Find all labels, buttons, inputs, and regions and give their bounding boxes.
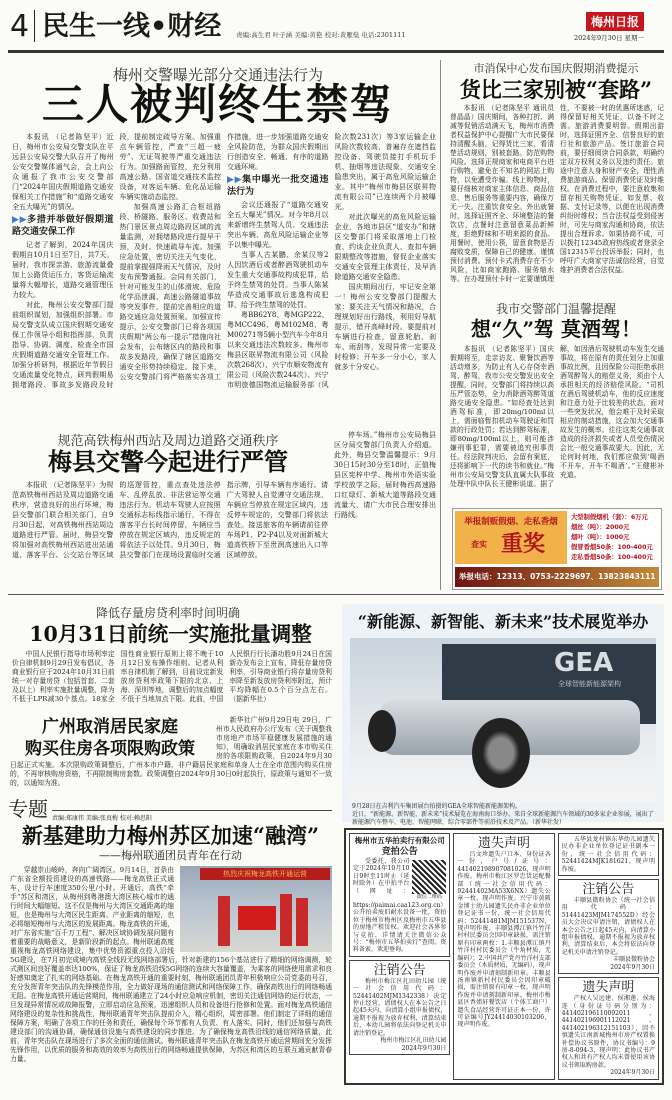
ad-item: 烟叶（吨）：1000元 xyxy=(571,534,630,541)
photo-caption xyxy=(352,803,656,827)
person xyxy=(296,898,308,946)
notice-body: 梅州市梅江区扎田幼儿园（统一社会信用代码：52441402MJM1342338）决定停止经营，请债权人在本公告之日起45天内，向清算小组申报债权，逾期不报视为放弃权利，清算结束后，本幼儿园将依法向登记机关申请注销登记。 xyxy=(353,977,447,1037)
section-rule xyxy=(8,594,664,595)
gea-subtitle: 全球智能新能源架构 xyxy=(558,680,621,688)
paragraph: 对此次曝光的高危风险运输企业，各地市县区“道安办”和辖区交警部门将采取落地上门检查、约谈企业负责人、查扣车辆限期整改等措施，督促企业落实交通安全管理主体责任，及早消除道路交通安全隐患。 xyxy=(334,213,436,281)
story2-body xyxy=(12,480,328,560)
notice-body: 丰顺县微粉协会（统一社会信用代码：51441423MJM174552D）经会员大会决议申请注销，请债权人在本会公告之日起45天内，向清算小组申报债权，逾期不报视为放弃权利，清算结束后，本会将依法向登记机关申请注销登记。 xyxy=(561,897,655,956)
subheading-text: 集中曝光一批交通违法行为 xyxy=(227,175,329,197)
party-flag xyxy=(238,906,276,930)
notice-title: 遗失声明 xyxy=(478,836,531,851)
paragraph: 本报讯 （记者陈坚平）近日，梅州市公安局交警支队在平远县公安局交警大队召开了梅州公安交警媒体通气会，会上向公众通报了我市公安交警部门“2024年国庆假期道路交通安保相关工作措施”和“道路交通安全五大曝光”的情况。 xyxy=(12,133,114,211)
qr-code-icon xyxy=(412,860,446,894)
story5-headline: 10月31日前统一实施批量调整 xyxy=(29,622,312,646)
story6-body: 新华社广州9月29日电 29日，广州市人民政府办公厅发布《关于调整我市房地产市场平稳健康发展措施的通知》，明确取消居民家庭在本市购买住房的各项限购政策，自2024年9月30日起正式实施。本次限购政策调整后，广州本市户籍、非户籍居民家庭和单身人士在全市范围内购买住房的，不再审核购房资格，不再限制购房套数。政策调整自2024年9月30日0时起执行，原政策与通知不一致的，以通知为准。 xyxy=(10,716,332,787)
issue-date: 2024年9月30日 星期一 xyxy=(574,34,645,42)
story2-headline: 梅县交警今起进行严管 xyxy=(48,447,288,476)
ad-phone: 举报电话：12313、0753-2229697、13823843111 xyxy=(455,567,659,587)
ad-reward: 重奖 xyxy=(501,532,546,557)
story6-headline-line1: 广州取消居民家庭 xyxy=(42,717,178,737)
story2-kicker: 规范高铁梅州西站及周边道路交通秩序 xyxy=(57,434,279,449)
story1-kicker: 梅州交警曝光部分交通违法行为 xyxy=(112,66,323,84)
paragraph: 粤BB62Y8、粤MGP222、粤MCC496、粤M102M8、粤M00271等5辆小型汽车今年8月以来交通违法次数较多。梅州市梅县区联昇物流有限公司（风险次数268次）、兴宁市顺安物流有限公司（风险次数244次）、兴宁市明旅德国物流运输服务部（风险次数231次）等3家运输企业风险次数较高，普遍存在遮挡监控设备、驾驶员接打手机玩手机、抽烟等违法现象，交通安全隐患突出，属于高危风险运输企业。其中“梅州市梅县区联昇物流有限公司”已连续两个月被曝光。 xyxy=(227,133,436,389)
caption-line: 9月28日在吉利汽车集团展台拍摄的GEA全球智能新能源架构。 xyxy=(352,803,521,810)
story2-sidebar-text xyxy=(334,430,436,520)
special-label: 专题 xyxy=(8,797,48,821)
notice-body: 产权人吴远建、侯湘莲、侯海连（身份证号码分别为：441402196110092011、441402196901112021、441402196312151103），因不慎遗失江南新城梅州市房产权置换补偿协议书原件，协议书编号：9房-8-094-3，现声明：此协议书产权人和共有产权人均未曾使用该协议书领取购房款。 xyxy=(561,995,655,1069)
notices-column xyxy=(349,833,450,1080)
person xyxy=(218,896,230,946)
notices-column xyxy=(558,833,659,1080)
reward-ad xyxy=(452,508,662,590)
editor-credits: 责编:高生君 叶子涵 美编:黄艳 校对:黄雁燊 电话:2301111 xyxy=(236,31,406,39)
paragraph: 记者了解到，2024年国庆假期自10月1日至7日，共7天。届时，我市探亲游、旅游流量叠加上公路货运压力，客货运输流量将大幅增长，道路交通管理压力较大。 xyxy=(12,241,114,299)
paragraph: 当事人古某鹏、余某汉等2人因饮酒后或者醉酒驾驶机动车发生重大交通事故构成犯罪，给予终生禁驾的处罚。当事人陈某华造成交通事故后逃逸构成犯罪，给予终生禁驾的处罚。 xyxy=(227,251,329,309)
team-photo xyxy=(180,866,332,952)
ad-item: 假冒香烟50条：100-400元 xyxy=(571,544,653,551)
notice-title: 遗失声明 xyxy=(582,980,635,996)
notice-signature: 梅州市梅江区扎田幼儿园 xyxy=(380,1037,447,1045)
cancel-notice-kindergarten xyxy=(349,960,450,1055)
subheading xyxy=(227,174,329,198)
story6 xyxy=(10,716,332,788)
ad-verify: 查实 xyxy=(471,539,487,549)
special-rule xyxy=(52,810,332,811)
notice-title: 梅州市五华拍卖行有限公司 xyxy=(354,836,445,845)
paragraph: 停车场。”梅州市公安局梅县区分局交警部门负责人介绍道。此外，梅县交警温馨提示：9月30日15时30分至18时，正值梅县区宪梓中学、梅州市外语实验学校放学之际，届时梅西高速路口红绿灯、新城大道等路段交通流量大，请广大市民合理安排出行路线。 xyxy=(334,431,436,519)
header-divider xyxy=(34,10,35,42)
notice-title: 注销公告 xyxy=(373,962,426,978)
car-chassis-photo xyxy=(350,638,656,802)
subheading xyxy=(12,214,114,238)
paragraph: 本报讯 （记者陈坚平）为规范高铁梅州西站及周边道路交通秩序，营造良好的出行环境，梅县交警部门联合相关部门，自9月30日起，对高铁梅州西站周边道路进行严管。届时，梅县交警将加强对高铁梅州西站进出站通道、落客平台、公交站台等区域的巡逻管控，重点查处违法停车、乱停乱放、非法营运等交通违法行为。机动车驾驶人应按照交通标志标线指示通行，不得在落客平台长时间停留，车辆应当停放在规定区域内，违反规定的将依法予以处罚。9月30日，梅县交警部门在现场设置临时交通指示牌，引导车辆有序通行。请广大驾驶人自觉遵守交通法规，车辆应当停放在规定区域内，违反停车规定的，交警部门将依法查处。接送旅客的车辆请前往停车场P1、P2-P4以及对面新城大道高铁桥下至贵润高速出入口等区域停放。 xyxy=(12,481,328,559)
ad-title: 举报制贩假烟、走私香烟 xyxy=(464,517,558,527)
notice-date: 2024年9月30日 xyxy=(610,1069,655,1077)
ad-item: 走私香烟50条：100-400元 xyxy=(571,554,653,561)
ad-item: 烟丝（吨）：2000元 xyxy=(571,524,630,531)
caption-line: 近日，“新能源、新智能、新未来”技术展览在海南海口举办。来自全球新能源汽车领域的30多家企业参展，展出了新能源汽车整车、电池、智能网联、综合零部件等前沿技术及产品。 xyxy=(352,811,654,826)
notices-panel xyxy=(344,828,664,1085)
gea-logo: GEA xyxy=(554,648,614,678)
lost-notice-2 xyxy=(558,833,659,876)
photo-headline: “新能源、新智能、新未来”技术展览举办 xyxy=(357,612,649,631)
story4-headline: 想“久”驾 莫酒驾！ xyxy=(471,317,641,341)
photo-banner: 热烈庆祝梅龙高铁开通运营 xyxy=(200,868,330,880)
ad-reward-list xyxy=(571,513,661,563)
notice-body: 五华县龙村镇东华幼儿园遗失民办非企业单位登记证书副本一份，统一社会信用代码：52441424MJK181621，现声明作废。 xyxy=(561,836,655,873)
page-number: 4 xyxy=(10,9,30,44)
newspaper-logo: 梅州日报 xyxy=(586,12,644,31)
paragraph: 本报讯 （记者陈坚平 通讯员曾晶晶）国庆期间，各种打折、满减等促销活动满天飞，梅州市消费者权益保护中心提醒广大市民要保持清醒头脑，记得货比三家，看清楚活动规则，别被套路。防范购物风险。选择正规商家和电商平台进行购物，避免在不知名的网站上购物，以免遭受诈骗。线上购物时，要仔细核对商家主体信息、商品信息、售后服务等重要内容，确保万无一失。注重饮食安全。外出就餐时，选择证照齐全、环境整洁的餐饮店，点餐时注意留意菜品新鲜度，拒绝野味和不明来源的食品。用餐时，使用公筷，留意食物是否腐败变质，保障自己的健康。谨慎预付消费。预付卡式消费存在不少风险，比如商家跑路、服务缩水等。在办理预付卡时一定要谨慎理性，不要被一时的优惠所迷惑，记得保留好相关凭证，以备不时之需。旅游消费要明智。假期出游时，选择证照齐全、信誉良好的旅行社和旅游产品。签订旅游合同前，要仔细阅读合同条款，明确约定双方权利义务以及违约责任。旅途中注意人身和财产安全，理性消费旅游商品。保留消费凭证及时维权。在消费过程中，要注意收集和留存相关购物凭证，如发票、收据、支付记录等，以便在出现消费纠纷时维权；当合法权益受到侵害时，可先与商家沟通和协商，依法提出合理诉求。如果协商不成，可以拨打12345政府热线或者登录全国12315平台投诉举报；同时，也呼吁广大商家守法诚信经营，自觉维护消费者合法权益。 xyxy=(450,104,664,283)
paragraph: 中国人民银行指导市场利率定价自律机制9月29日发布倡议，各商业银行应于2024年10月31日前统一对存量房贷（包括首套、二套及以上）利率实施批量调整，降为不低于LPR减30个基点。18家全国性商业银行原则上将不晚于10月12日发布操作细则。记者从利率自律机制了解到，目前设定新发放房贷利率政策下限的北京、上海、深圳等地，调整后的加点幅度不低于当地加点下限。此前，中国人民银行行长潘功胜9月24日在国新办发布会上宣布，降低存量房贷利率，引导商业银行将存量房贷利率降至新发放房贷利率附近，预计平均降幅在0.5个百分点左右。 （据新华社） xyxy=(12,650,332,703)
notice-title: 竞拍公告 xyxy=(381,847,418,857)
paragraph: 穿越崇山峻岭，奔向广阔湾区。9月14日，首条由广东省全额投资建设的高速铁路——梅龙高铁正式通车，设计行车速度350公里/小时。开通后，高铁“牵手”苏区和湾区，从梅州到粤港澳大湾区核心城市的通行时间大幅缩短。这不仅是梅州与大湾区交通距离的缩短，也是梅州与大湾区民生距离、产业距离的缩短，也必将缩短梅州与大湾区的发展距离。梅龙高铁的开通，对广东省实施“百千万工程”、解决区域协调发展问题有着重要的战略意义，是新阶段新的起点。梅州联通高度重视梅龙高铁网络建设，集中优势资源重点投入沿线5G建设，在7月初完成境内高铁全线段无线网络部署后，针对新建的156个基站进行了精细的网络调测，轮式测区间良好覆盖率达100%，保证了梅龙高铁沿线5G网络的连续大容量覆盖，为乘客的网络使用需求和良好感知奠定了扎实的网络基础。在梅龙高铁开通的重要时刻，梅州联通团员青年积极响应公司党委的号召，充分发挥青年突击队的先锋模范作用，全力做好现场的通信测试和网络保障工作，确保高铁出行的网络畅通无阻。在梅龙高铁开通运营期间，梅州联通建立了24小时应急响应机制，密切关注通信网络的运行状态，一旦发现异常情况或故障报警，立即启动应急预案，迅速组织人员和设备进行抢修和处置。面对梅龙高铁通信网络建设的复杂性和挑战性，梅州联通青年突击队提前介入，精心组织，周密部署。他们制定了详细的通信保障方案，明确了各项工作的任务和责任，确保每个环节都有人负责、有人落实。同时，他们还加强与高铁建设部门的沟通协调，确保通信设施与高铁建设的同步推进。为了确保梅龙高铁沿线的通信网络质量，此前，青年突击队在现场进行了多次全面的通信测试。梅州联通青年突击队在梅龙高铁开通运营期间充分发挥先锋作用，以优质的服务和高效的效率为高铁出行的网络畅通提供保障，为苏区和湾区的互联互通贡献青春力量。 xyxy=(10,866,332,1063)
subheading-text: 多措并举做好假期道路交通安保工作 xyxy=(12,215,114,237)
auction-notice xyxy=(349,833,450,957)
paragraph: 会议还通报了“道路交通安全五大曝光”情况。对今年8月以来新增终生禁驾人员、交通违法突出车辆、高危风险运输企业等予以集中曝光。 xyxy=(227,201,329,249)
paragraph: 加强高速公路汇合枢纽路段、桥隧路、服务区、收费站和热门景区景点周边路段区域的流量监测，对拥堵路段进行提早干预，及时、快速疏导车流。加强应急处置，密切关注天气变化，提前掌握强降雨天气情况，及时发布预警通报。会同有关部门，针对可能发生的山体滑坡、危险化学品泄漏、高速公路隧道事故等突发事件，提前完善相应的道路交通应急处置预案。加强宣传提示，公安交警部门已将各项国庆假期“两公布一提示”措施向社会发布，公布辖区内的路段和事故多发路段，确保了辖区道路交通安全形势持续稳定。接下来，公安交警部门将严格落实各项工作措施，进一步加强道路交通安全风险防范，为群众国庆假期出行创造安全、畅通、有序的道路交通环境。 xyxy=(119,133,329,381)
wheel-rear xyxy=(368,710,396,752)
notice-date: 2024年9月30日 xyxy=(610,963,655,971)
story3-headline: 货比三家别被“套路” xyxy=(459,77,653,102)
caption-credit: （新华社发） xyxy=(532,819,566,826)
lost-notice-1 xyxy=(453,833,554,1080)
special-body xyxy=(10,866,332,1064)
lost-notice-3 xyxy=(558,977,659,1079)
story1-headline: 三人被判终生禁驾 xyxy=(41,80,394,129)
story3-body xyxy=(450,104,664,284)
story1-body xyxy=(12,132,436,390)
notice-title: 注销公告 xyxy=(582,882,635,898)
arrow-icon: ▶▶ xyxy=(12,215,28,225)
story5-body xyxy=(12,650,332,704)
ad-left-panel xyxy=(455,511,567,564)
paragraph: 国庆期间出行，牢记安全第一！梅州公安交警部门提醒大家：要关注天气情况和路况，合理规划好出行路线，利用好导航提示，错开高峰时段。要提前对车辆进行检查，留意轮胎、刹车、雨刮等，发现异常一定要及时检修；开车多一分小心，家人就多十分安心。 xyxy=(334,283,436,371)
wheel-front xyxy=(472,718,530,788)
notice-signature: 丰顺县微粉协会 xyxy=(612,956,655,964)
story5-kicker: 降低存量房贷利率时间明确 xyxy=(95,606,240,620)
story4-kicker: 我市交警部门温馨提醒 xyxy=(495,302,616,316)
notice-date: 2024年9月30日 xyxy=(401,1044,447,1052)
paragraph: 对此，梅州公安交警部门提前组织谋划，加强组织部署。市局交警支队成立国庆假期交通安保工作领导小组和指挥部，负责指导、协调、调度、检查全市国庆假期道路交通安全管理工作。加强分析研判，根据近年节假日交通流量变化特点，研判假期易拥堵路段、事故多发路段及时段，提前制定疏导方案。加强重点车辆管控，严查“三超一疲劳”、无证驾驶等严重交通违法行为。加强路面管控，充分利用高速公路、国省道交通技术监控设备，对客运车辆、危化品运输车辆实施动态监控。 xyxy=(12,133,221,389)
photo-story xyxy=(342,604,664,826)
special-headline: 新基建助力梅州苏区加速“融湾” xyxy=(21,823,320,848)
paragraph: 本报讯 （记者陈坚平）国庆假期将至，走亲访友、聚餐饮酒等活动增多，为防止有人心存侥幸酒驾、醉驾，我市公安交警发出安全提醒，同时，交警部门将持续以高压严管态势，全力消除酒驾醉驾道路交通安全隐患。“如经查处达到酒驾标准，即20mg/100ml以上，需面临暂扣机动车驾驶证和罚款的行政处罚；若达到醉驾标准，即80mg/100ml以上，则可能涉嫌刑事犯罪，需要被追究刑事责任。经法院判决后，会留有案底，还将影响下一代的读书和就业。”梅州市公安局交警支队直属大队事故处理中队中队长王健彬说道。据了解，如因酒后驾驶机动车发生交通事故，将在原有的责任划分上加重事故比例，且因保险公司拒绝承担酒驾醉驾人的赔偿义务，须由个人承担相关的经济赔偿风险。“司机在酒后驾驶机动车，他的反应速度和注意力处于比较差的状态，面对一些突发状况，他会难于及时采取相应的制动措施，这会加大交通事故发生的概率。往往这类交通事故造成的经济损失或者人员受伤情况会比一般交通事故要大。因此，无论何时何地，我们都应做到‘喝酒不开车，开车不喝酒’。”王健彬补充道。 xyxy=(450,345,664,488)
notice-body: 吕文珍遗失户口本、身份证各一份，户号/证号：441402198907081026，现声明作废。梅州市梅江区罗忠货运配餐部（统一社会信用代码：92441402MA53X6NX）遗失公章一枚，现声明作废。兴宁市黄陂金博士幼儿园遗失民办非企业单位登记证书一份，统一社会信用代码：52441481MJM151537N，现声明作废。丰顺县潭江镇丹竹洋村村民委员会因印章缺损，需注销原有印章两枚：1.丰顺县潭江镇丹竹洋村村民委员会（牛角材质，无编码）；2.中国共产党丹竹洋村支部委员会（木质材质，无编码），现声明作废并申请刻制新印章。丰顺县汤南镇新村村民委员会因印章破损，需注销原有印章一枚，现声明作废并申请刻制新印章。梅州市梅县区香姐轩餐饮店（个体工商户）遗失食品经营许可证正本一份，许可证编号JY24414030103206，现声明作废。 xyxy=(457,851,551,1029)
story4-body xyxy=(450,345,664,489)
arrow-icon: ▶▶ xyxy=(227,175,243,185)
qr-label: 微信二维码 xyxy=(416,894,442,900)
notice-body: 受委托，我公司定于2024年10月10日9时至11时止（延时除外）在中拍平台（网址：https://paimai.caa123.org.cn）公开拍卖废旧耐水设备一批，资拍位于梅州市梅州区及梅州市五华县的房地产租赁权。欢迎社会各界参与竞拍，详情请关注微信公众号：“梅州市五华拍卖行”查阅。资料备索，欢迎垂询。 xyxy=(353,858,447,954)
qr-block xyxy=(412,860,446,901)
column-divider xyxy=(440,60,441,590)
cancel-notice-association xyxy=(558,879,659,974)
story6-headline xyxy=(10,716,210,760)
ad-item: 大型制假烟机（套）：6万元 xyxy=(571,514,648,521)
special-credits: 责编:郑康伟 美编:张真梅 校对:赖思阳 xyxy=(52,815,152,822)
section-title: 民生一线•财经 xyxy=(42,11,222,42)
header-rule xyxy=(8,50,664,53)
special-subhead: ——梅州联通团员青年在行动 xyxy=(99,849,242,862)
notices-column xyxy=(453,833,554,1080)
story6-headline-line2: 购买住房各项限购政策 xyxy=(25,739,195,759)
person xyxy=(280,894,292,946)
story3-kicker: 市消保中心发布国庆假期消费提示 xyxy=(473,62,639,75)
